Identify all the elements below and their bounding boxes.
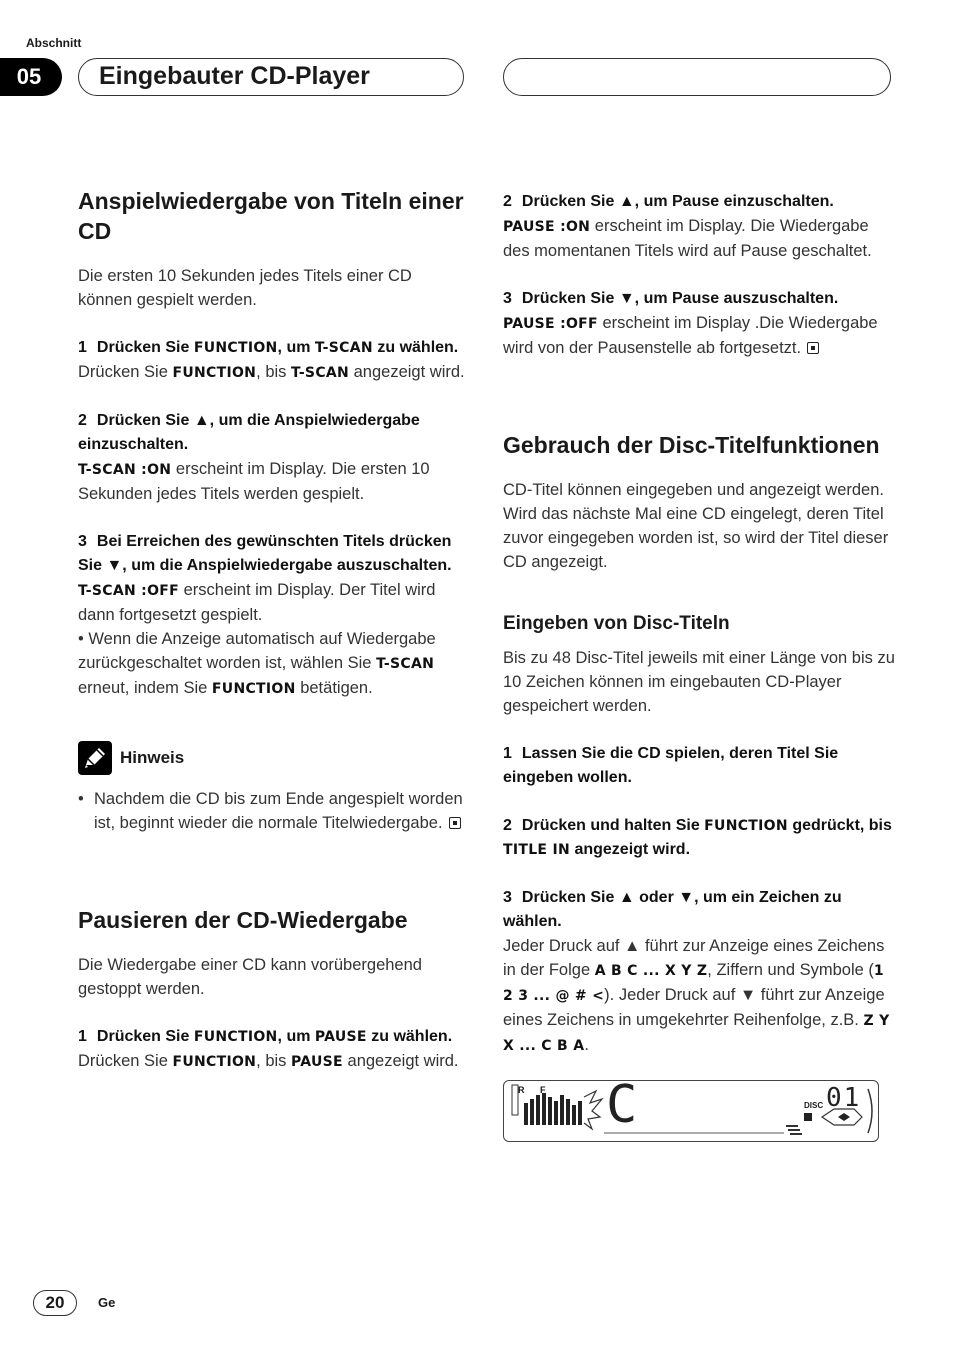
disc-titel-intro: CD-Titel können eingegeben und angezeigt werden. Wird das nächste Mal eine CD eingelegt, deren Titel zuvor eingegeben worden ist, so wird der Titel dieser CD angezeigt. [503, 481, 889, 571]
anspiel-step-2-body: T-SCAN :ON erscheint im Display. Die ersten 10 Sekunden jedes Titels werden gespielt. [78, 460, 430, 503]
anspiel-step-3: 3 Bei Erreichen des gewünschten Titels drücken Sie ▼, um die Anspielwiedergabe auszuschalten. [78, 533, 452, 574]
page-number: 20 [33, 1290, 77, 1316]
disc-step-3-body: Jeder Druck auf ▲ führt zur Anzeige eines Zeichens in der Folge A B C ... X Y Z, Ziffern und Symbole (1 2 3 ... @ # <). Jeder Druck auf ▼ führt zur Anzeige eines Zeichens in umgekehrter Reihenfolge, z.B. Z Y X ... C B A. [503, 937, 890, 1054]
section-number-badge: 05 [0, 58, 62, 96]
lcd-character: C [606, 1075, 638, 1135]
note-header [78, 741, 468, 775]
note-text: Nachdem die CD bis zum Ende angespielt worden ist, beginnt wieder die normale Titelwiedergabe. [94, 790, 463, 832]
header-right-box [503, 58, 891, 96]
language-code: Ge [98, 1295, 116, 1310]
pencil-icon [78, 741, 112, 775]
pause-step-1: 1 Drücken Sie FUNCTION, um PAUSE zu wählen. [78, 1028, 453, 1045]
lcd-f-label: F [540, 1085, 546, 1095]
pause-intro: Die Wiedergabe einer CD kann vorübergehend gestoppt werden. [78, 956, 422, 998]
pause-step-3-body: PAUSE :OFF erscheint im Display .Die Wiedergabe wird von der Pausenstelle ab fortgesetzt. [503, 314, 878, 357]
note-bullet [78, 787, 468, 835]
disc-step-1: 1 Lassen Sie die CD spielen, deren Titel Sie eingeben wollen. [503, 745, 839, 786]
anspiel-step-1: 1 Drücken Sie FUNCTION, um T-SCAN zu wählen. [78, 339, 459, 356]
pause-step-2-body: PAUSE :ON erscheint im Display. Die Wiedergabe des momentanen Titels wird auf Pause geschaltet. [503, 217, 872, 260]
bullet-dot: • [78, 790, 84, 808]
lcd-display-illustration [503, 1075, 879, 1142]
eingeben-intro: Bis zu 48 Disc-Titel jeweils mit einer Länge von bis zu 10 Zeichen können im eingebauten CD-Player gespeichert werden. [503, 649, 895, 715]
anspiel-bullet: • Wenn die Anzeige automatisch auf Wiedergabe zurückgeschaltet worden ist, wählen Sie T-SCAN erneut, indem Sie FUNCTION betätigen. [78, 630, 436, 697]
lcd-graphic [504, 1081, 880, 1143]
anspiel-intro: Die ersten 10 Sekunden jedes Titels einer CD können gespielt werden. [78, 267, 412, 309]
pause-step-2: 2 Drücken Sie ▲, um Pause einzuschalten. [503, 193, 834, 210]
lcd-disc-number: 01 [826, 1083, 862, 1113]
subheading-eingeben: Eingeben von Disc-Titeln [503, 613, 730, 634]
end-mark-icon [449, 817, 461, 829]
pause-step-1-body: Drücken Sie FUNCTION, bis PAUSE angezeigt wird. [78, 1052, 459, 1070]
heading-disc-titel: Gebrauch der Disc-Titelfunktionen [503, 432, 880, 458]
heading-anspielwiedergabe: Anspielwiedergabe von Titeln einer CD [78, 188, 464, 244]
left-column [78, 186, 468, 1074]
lcd-rpt-label: R [518, 1085, 525, 1095]
disc-step-3: 3 Drücken Sie ▲ oder ▼, um ein Zeichen zu wählen. [503, 889, 842, 930]
disc-step-2: 2 Drücken und halten Sie FUNCTION gedrückt, bis TITLE IN angezeigt wird. [503, 817, 892, 858]
end-mark-icon [807, 342, 819, 354]
anspiel-step-3-body: T-SCAN :OFF erscheint im Display. Der Titel wird dann fortgesetzt gespielt. [78, 581, 436, 624]
section-label: Abschnitt [26, 36, 82, 50]
chapter-title: Eingebauter CD-Player [78, 58, 464, 96]
anspiel-step-1-body: Drücken Sie FUNCTION, bis T-SCAN angezeigt wird. [78, 363, 465, 381]
anspiel-step-2: 2 Drücken Sie ▲, um die Anspielwiedergabe einzuschalten. [78, 412, 420, 453]
lcd-disc-label: DISC [804, 1101, 824, 1110]
heading-pausieren: Pausieren der CD-Wiedergabe [78, 907, 408, 933]
note-label: Hinweis [120, 748, 185, 767]
pause-step-3: 3 Drücken Sie ▼, um Pause auszuschalten. [503, 290, 839, 307]
right-column [503, 190, 898, 1142]
